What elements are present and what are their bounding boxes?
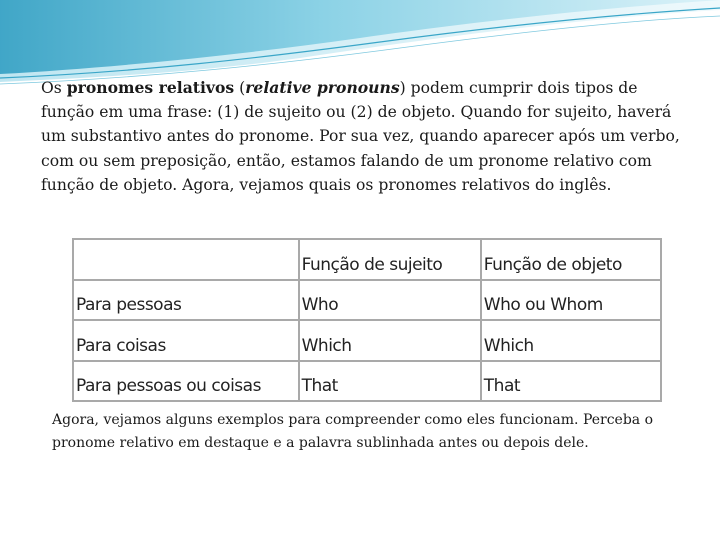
outro-paragraph: Agora, vejamos alguns exemplos para compreender como eles funcionam. Perceba o pronome relativo em destaque e a palavra sublinhada antes ou depois dele.	[52, 412, 654, 451]
relative-pronoun-table	[72, 238, 662, 402]
table-cell: That	[300, 362, 480, 401]
table-cell: Para pessoas ou coisas	[74, 362, 298, 401]
intro-text-rest: ) podem cumprir dois tipos de função em uma frase: (1) de sujeito ou (2) de objeto. Quando for sujeito, haverá um substantivo antes do pronome. Por sua vez, quando aparecer após um verbo, com ou sem preposição, então, estamos falando de um pronome relativo com função de objeto. Agora, vejamos quais os pronomes relativos do inglês.	[41, 79, 680, 194]
intro-paren-open: (	[234, 79, 246, 97]
table-header-cell	[74, 240, 298, 279]
table-cell: Para coisas	[74, 321, 298, 360]
table-cell: Who	[300, 281, 480, 320]
intro-bold-term: pronomes relativos	[66, 78, 235, 97]
table-header-row	[74, 240, 660, 279]
table-row	[74, 321, 660, 360]
table-row	[74, 281, 660, 320]
pronoun-table-container	[72, 238, 662, 402]
table-cell: Para pessoas	[74, 281, 298, 320]
table-cell: That	[482, 362, 660, 401]
table-cell: Which	[300, 321, 480, 360]
table-cell: Who ou Whom	[482, 281, 660, 320]
table-header-cell: Função de sujeito	[300, 240, 480, 279]
table-cell: Which	[482, 321, 660, 360]
intro-text-start: Os	[41, 79, 67, 97]
intro-paragraph	[41, 76, 681, 197]
table-header-cell: Função de objeto	[482, 240, 660, 279]
table-row	[74, 362, 660, 401]
intro-english-term: relative pronouns	[245, 78, 400, 97]
